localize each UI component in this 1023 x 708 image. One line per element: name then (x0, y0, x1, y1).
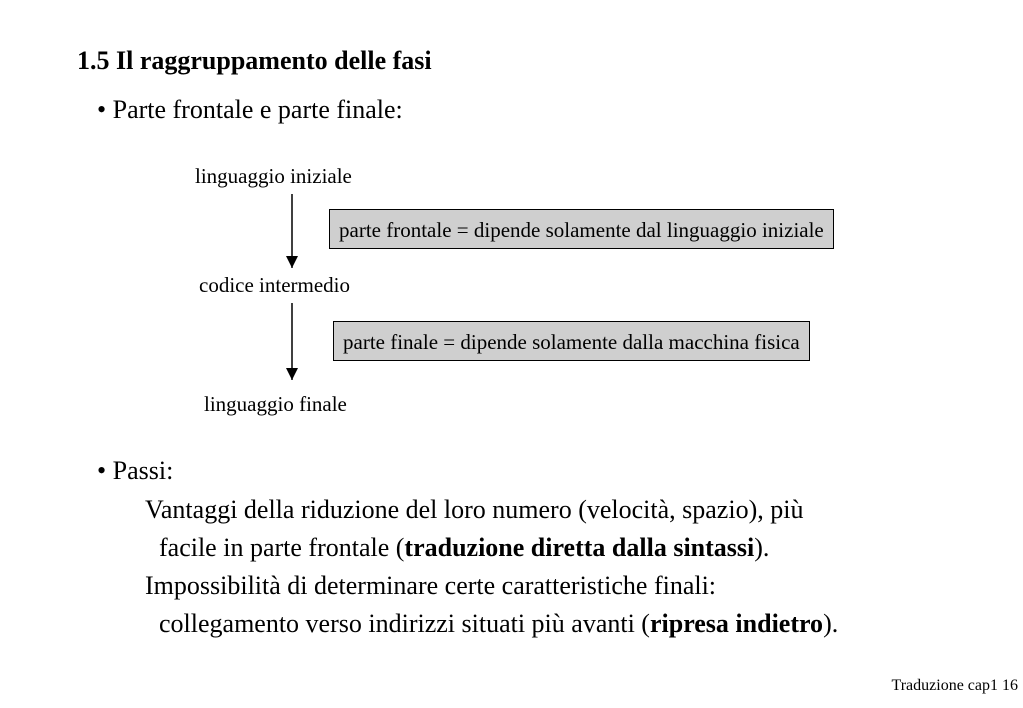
text-run: ). (823, 609, 839, 638)
bold-term-direct-translation: traduzione diretta dalla sintassi (404, 533, 755, 562)
text-run: ). (754, 533, 770, 562)
bullet-front-back-end: • Parte frontale e parte finale: (97, 95, 403, 124)
passes-advantage-line2 (159, 533, 769, 563)
passes-advantage-line1: Vantaggi della riduzione del loro numero (velocità, spazio), più (145, 495, 804, 524)
back-end-box: parte finale = dipende solamente dalla macchina fisica (333, 321, 810, 361)
passes-impossibility-line2 (159, 609, 838, 639)
passes-impossibility-line1: Impossibilità di determinare certe caratteristiche finali: (145, 571, 717, 600)
page-title: 1.5 Il raggruppamento delle fasi (77, 46, 432, 75)
front-end-box: parte frontale = dipende solamente dal linguaggio iniziale (329, 209, 834, 249)
text-run: collegamento verso indirizzi situati più avanti ( (159, 609, 650, 638)
node-intermediate-code: codice intermedio (199, 273, 351, 297)
node-target-language: linguaggio finale (204, 392, 347, 416)
bullet-passes: • Passi: (97, 456, 174, 485)
text-run: facile in parte frontale ( (159, 533, 405, 562)
slide-footer: Traduzione cap1 16 (891, 677, 1018, 694)
node-source-language: linguaggio iniziale (195, 164, 352, 188)
bold-term-backpatching: ripresa indietro (649, 609, 824, 638)
